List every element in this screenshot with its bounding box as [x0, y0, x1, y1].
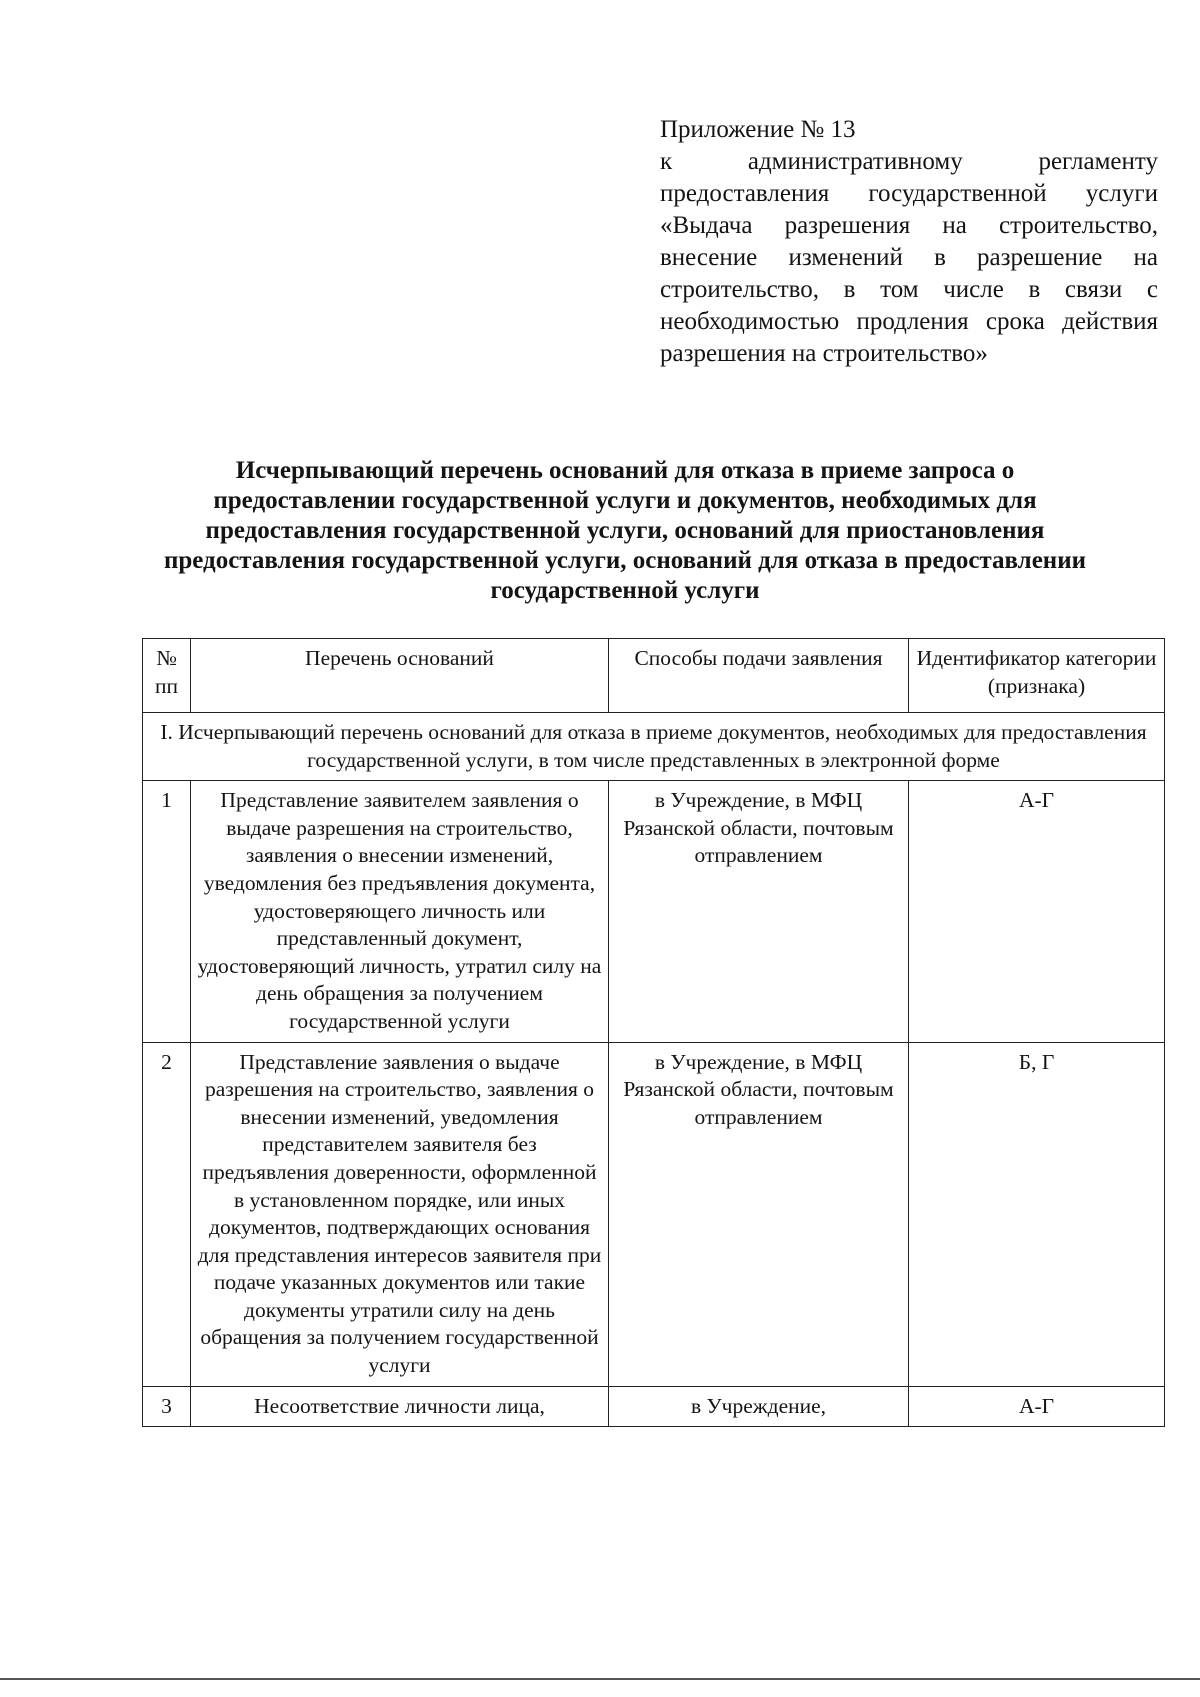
- page-bottom-rule: [0, 1678, 1200, 1680]
- row-reason: Представление заявления о выдаче разрешения на строительство, заявления о внесении изменений, уведомления представителем заявителя без предъявления доверенности, оформленной в установленном порядке, или иных документов, подтверждающих основания для представления интересов заявителя при подаче указанных документов или такие документы утратили силу на день обращения за получением государственной услуги: [191, 1042, 609, 1386]
- row-num: 2: [143, 1042, 191, 1386]
- row-reason: Несоответствие личности лица,: [191, 1386, 609, 1427]
- header-num: № пп: [143, 639, 191, 713]
- table-row: [143, 1042, 1165, 1386]
- row-id: Б, Г: [909, 1042, 1165, 1386]
- section-row: [143, 713, 1165, 781]
- table-row: [143, 781, 1165, 1042]
- table-row: [143, 1386, 1165, 1427]
- header-id: Идентификатор категории (признака): [909, 639, 1165, 713]
- header-method: Способы подачи заявления: [609, 639, 909, 713]
- appendix-text: к административному регламенту предоставления государственной услуги «Выдача разрешения на строительство, внесение изменений в разрешение на строительство, в том числе в связи с необходимостью продления срока действия разрешения на строительство»: [660, 148, 1158, 367]
- row-method: в Учреждение, в МФЦ Рязанской области, почтовым отправлением: [609, 1042, 909, 1386]
- row-reason: Представление заявителем заявления о выдаче разрешения на строительство, заявления о внесении изменений, уведомления без предъявления документа, удостоверяющего личность или представленный документ, удостоверяющий личность, утратил силу на день обращения за получением государственной услуги: [191, 781, 609, 1042]
- row-id: А-Г: [909, 781, 1165, 1042]
- appendix-number: Приложение № 13: [660, 116, 856, 143]
- section-heading: I. Исчерпывающий перечень оснований для отказа в приеме документов, необходимых для предоставления государственной услуги, в том числе представленных в электронной форме: [143, 713, 1165, 781]
- appendix-block: [660, 114, 1158, 370]
- row-num: 1: [143, 781, 191, 1042]
- header-reason: Перечень оснований: [191, 639, 609, 713]
- document-title: Исчерпывающий перечень оснований для отказа в приеме запроса о предоставлении государственной услуги и документов, необходимых для предоставления государственной услуги, оснований для приостановления предоставления государственной услуги, оснований для отказа в предоставлении государственной услуги: [163, 457, 1087, 604]
- table-header-row: [143, 639, 1165, 713]
- row-method: в Учреждение, в МФЦ Рязанской области, почтовым отправлением: [609, 781, 909, 1042]
- row-num: 3: [143, 1386, 191, 1427]
- row-method: в Учреждение,: [609, 1386, 909, 1427]
- grounds-table: [142, 638, 1165, 1427]
- row-id: А-Г: [909, 1386, 1165, 1427]
